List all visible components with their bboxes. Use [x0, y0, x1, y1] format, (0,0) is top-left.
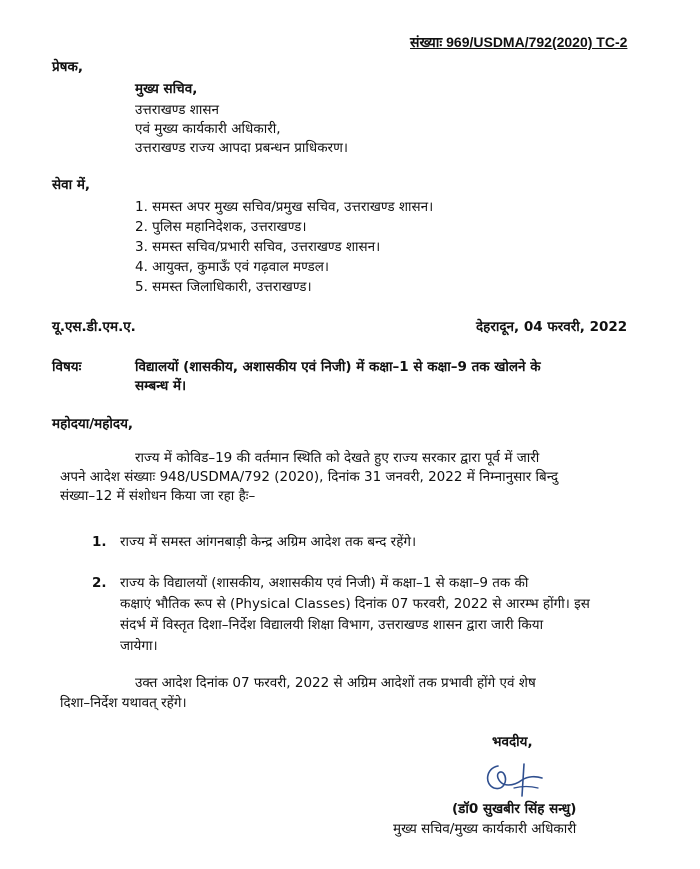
point-number: 1. [92, 534, 107, 550]
recipient-item: 3. समस्त सचिव/प्रभारी सचिव, उत्तराखण्ड शासन। [135, 239, 381, 255]
recipient-item: 1. समस्त अपर मुख्य सचिव/प्रमुख सचिव, उत्तराखण्ड शासन। [135, 199, 434, 215]
body-paragraph-line: संख्या–12 में संशोधन किया जा रहा हैः– [60, 488, 256, 504]
point-text: राज्य में समस्त आंगनबाड़ी केन्द्र अग्रिम आदेश तक बन्द रहेंगे। [120, 534, 417, 550]
point-number: 2. [92, 575, 107, 591]
salutation: महोदया/महोदय, [52, 416, 134, 432]
recipient-heading: सेवा में, [52, 177, 91, 193]
subject-label: विषयः [52, 359, 82, 375]
sender-line: उत्तराखण्ड शासन [135, 102, 220, 118]
point-text: कक्षाएं भौतिक रूप से (Physical Classes) दिनांक 07 फरवरी, 2022 से आरम्भ होंगी। इस [120, 596, 590, 612]
sender-heading: प्रेषक, [52, 59, 83, 75]
body-paragraph-line: अपने आदेश संख्याः 948/USDMA/792 (2020), दिनांक 31 जनवरी, 2022 में निम्नानुसार बिन्दु [60, 469, 559, 485]
point-text: जायेगा। [120, 638, 158, 654]
body-paragraph-line: राज्य में कोविड–19 की वर्तमान स्थिति को देखते हुए राज्य सरकार द्वारा पूर्व में जारी [135, 450, 540, 466]
subject-text: विद्यालयों (शासकीय, अशासकीय एवं निजी) में कक्षा–1 से कक्षा–9 तक खोलने के [135, 359, 541, 375]
point-text: संदर्भ में विस्तृत दिशा–निर्देश विद्यालयी शिक्षा विभाग, उत्तराखण्ड शासन द्वारा जारी किया [120, 617, 544, 633]
recipient-item: 5. समस्त जिलाधिकारी, उत्तराखण्ड। [135, 279, 312, 295]
handwritten-signature [478, 758, 558, 800]
signatory-name: (डॉ0 सुखबीर सिंह सन्धु) [452, 801, 577, 817]
closing: भवदीय, [492, 734, 533, 750]
signatory-designation: मुख्य सचिव/मुख्य कार्यकारी अधिकारी [393, 821, 577, 837]
subject-text: सम्बन्ध में। [135, 378, 187, 394]
office-code: यू.एस.डी.एम.ए. [52, 319, 136, 335]
sender-line: एवं मुख्य कार्यकारी अधिकारी, [135, 121, 281, 137]
point-text: राज्य के विद्यालयों (शासकीय, अशासकीय एवं निजी) में कक्षा–1 से कक्षा–9 तक की [120, 575, 529, 591]
place-date: देहरादून, 04 फरवरी, 2022 [476, 319, 628, 335]
sender-line: मुख्य सचिव, [135, 81, 198, 97]
body-paragraph-line: दिशा–निर्देश यथावत् रहेंगे। [60, 695, 187, 711]
recipient-item: 2. पुलिस महानिदेशक, उत्तराखण्ड। [135, 219, 307, 235]
body-paragraph-line: उक्त आदेश दिनांक 07 फरवरी, 2022 से अग्रिम आदेशों तक प्रभावी होंगे एवं शेष [135, 675, 536, 691]
sender-line: उत्तराखण्ड राज्य आपदा प्रबन्धन प्राधिकरण। [135, 140, 348, 156]
reference-number: संख्याः 969/USDMA/792(2020) TC-2 [410, 34, 628, 50]
recipient-item: 4. आयुक्त, कुमाऊँ एवं गढ़वाल मण्डल। [135, 259, 330, 275]
